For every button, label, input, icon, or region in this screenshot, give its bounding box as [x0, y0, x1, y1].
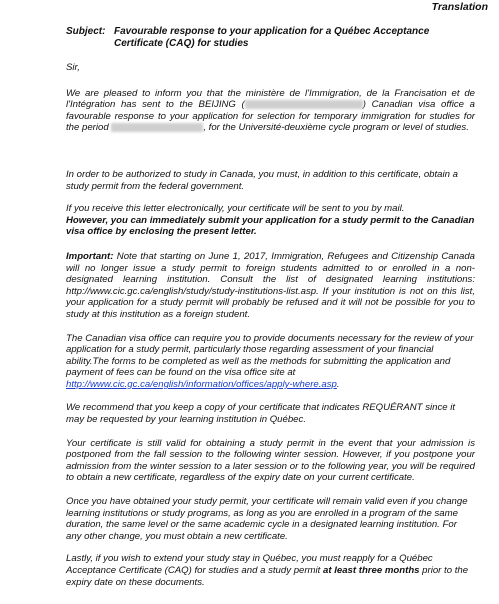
- paragraph-notification-part3: , for the Université-deuxième cycle program or level of studies.: [203, 122, 469, 134]
- visa-office-link[interactable]: http://www.cic.gc.ca/english/information/offices/apply-where.asp: [66, 378, 337, 390]
- paragraph-visa-office-text: The Canadian visa office can require you to provide documents necessary for the review of your application for a study permit, particularly those regarding assessment of your financial ability.The forms to be completed as well as the methods for submitting the application and payment of fees can be found on the visa office site at: [66, 332, 474, 379]
- paragraph-keep-copy: We recommend that you keep a copy of your certificate that indicates REQUÉRANT since it may be requested by your learning institution in Québec.: [66, 402, 456, 426]
- redacted-study-period: [111, 123, 203, 132]
- redacted-office-code: [245, 100, 363, 109]
- paragraph-important: [66, 251, 475, 321]
- subject-text: Favourable response to your application for a Québec Acceptance Certificate (CAQ) for studies: [114, 26, 430, 49]
- important-text: Note that starting on June 1, 2017, Immigration, Refugees and Citizenship Canada will no longer issue a study permit to foreign students admitted to or enrolled in a non-designated learning institution. Consult the list of designated learning institutions: http://www.cic.gc.ca/english/study/study-institutions-list.asp. If your institution is not on this list, your application for a study permit will probably be refused and it will not be possible for you to study at this institution as a foreign student.: [66, 250, 475, 320]
- paragraph-extension: [66, 553, 475, 588]
- paragraph-electronic-letter-bold: However, you can immediately submit your application for a study permit to the Canadian visa office by enclosing the present letter.: [66, 214, 475, 238]
- paragraph-visa-office-end: .: [336, 378, 340, 390]
- subject-label: Subject:: [66, 26, 106, 37]
- paragraph-after-permit: Once you have obtained your study permit, your certificate will remain valid even if you change learning institutions or study programs, as long as you are enrolled in a program of the same duration, the same level or the same academic cycle in a designated learning institution. For any other change, you must obtain a new certificate.: [66, 496, 468, 542]
- paragraph-electronic-letter: [66, 203, 475, 238]
- paragraph-extension-end: prior to the expiry date on these documents.: [66, 565, 469, 588]
- subject-line: [66, 26, 475, 49]
- paragraph-notification-part2: ) Canadian visa office a favourable response to your application for selection for temporary immigration for studies for the period: [66, 99, 475, 134]
- paragraph-notification: [66, 88, 475, 134]
- paragraph-visa-office: [66, 333, 475, 391]
- paragraph-electronic-letter-text: If you receive this letter electronically, your certificate will be sent to you by mail.: [66, 203, 405, 215]
- paragraph-validity: Your certificate is still valid for obtaining a study permit in the event that your admission is postponed from the fall session to the following winter session. However, if you postpone your admission from the winter session to a later session or to the following year, you will be required to obtain a new certificate, regardless of the expiry date on your current certificate.: [66, 437, 475, 484]
- paragraph-extension-text: Lastly, if you wish to extend your study stay in Québec, you must reapply for a Québec Acceptance Certificate (CAQ) for studies and a study permit: [66, 553, 433, 576]
- paragraph-extension-bold: at least three months: [323, 565, 420, 576]
- important-label: Important:: [66, 250, 114, 262]
- paragraph-notification-part1: We are pleased to inform you that the ministère de l'Immigration, de la Francisation et de l'Intégration has sent to the BEIJING (: [66, 87, 475, 111]
- translation-label: Translation: [431, 1, 488, 13]
- paragraph-study-permit: In order to be authorized to study in Canada, you must, in addition to this certificate, obtain a study permit from the federal government.: [66, 168, 458, 192]
- salutation: Sir,: [66, 62, 80, 73]
